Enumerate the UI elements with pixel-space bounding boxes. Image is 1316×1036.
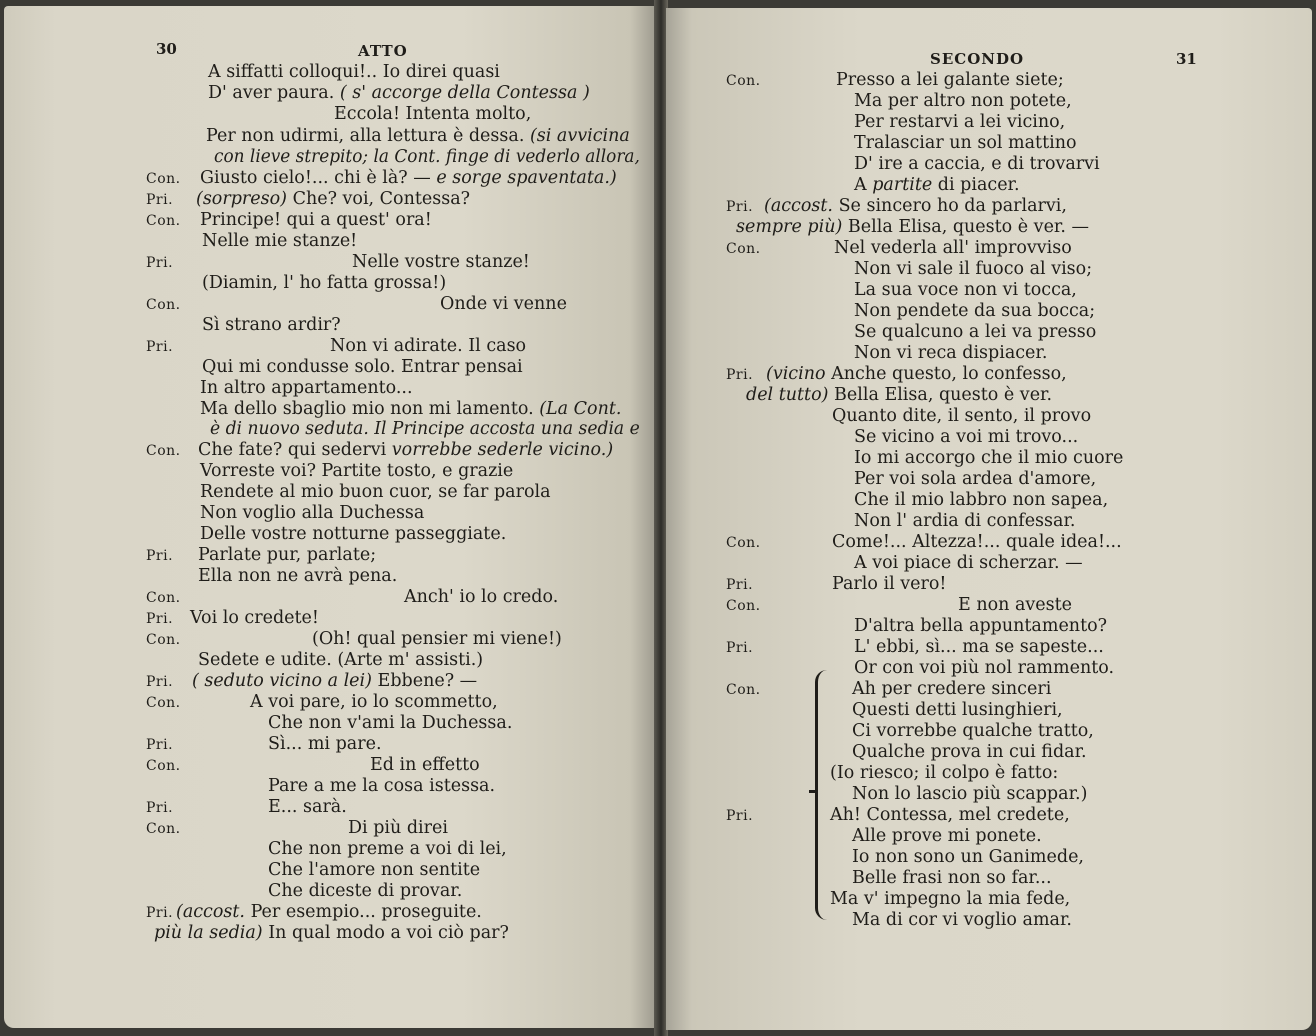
speaker-label: Con.: [146, 695, 181, 711]
verse-line: [854, 343, 1047, 363]
speaker-label: Con.: [146, 213, 181, 229]
verse-line: [202, 231, 357, 251]
verse-line: [832, 406, 1091, 426]
line-text: Non l' ardia di confessar.: [854, 511, 1076, 531]
verse-line: [352, 252, 530, 272]
speaker-label: Pri.: [726, 577, 754, 593]
speaker-label: Pri.: [146, 800, 174, 816]
line-text: Ma dello sbaglio mio non mi lamento.: [200, 399, 534, 419]
line-text: Non vi adirate. Il caso: [330, 336, 527, 356]
verse-line: [852, 721, 1094, 741]
verse-line: [268, 860, 480, 880]
verse-line: [198, 440, 613, 460]
line-text: Di più direi: [348, 818, 448, 838]
verse-line: [202, 357, 523, 377]
verse-brace: [815, 670, 828, 920]
verse-line: [852, 742, 1087, 762]
verse-line: [198, 650, 483, 670]
line-text: Per voi sola ardea d'amore,: [854, 469, 1097, 489]
verse-line: [832, 574, 946, 594]
stage-direction: sempre più): [736, 217, 843, 237]
verse-line: [404, 587, 558, 607]
stage-direction: (La Cont.: [539, 399, 622, 419]
verse-line: [200, 168, 617, 188]
line-text: Che fate? qui sedervi: [198, 440, 387, 460]
line-text: D' aver paura.: [208, 83, 335, 103]
verse-line: [348, 818, 448, 838]
line-text: E... sarà.: [268, 797, 347, 817]
left-page-number: 30: [156, 40, 177, 58]
speaker-label: Con.: [726, 73, 761, 89]
verse-line: [958, 595, 1072, 615]
speaker-label: Pri.: [726, 640, 754, 656]
stage-direction: (sorpreso): [196, 189, 287, 209]
right-page-number: 31: [1176, 50, 1197, 68]
line-text: Or con voi più nol rammento.: [854, 658, 1115, 678]
verse-line: [736, 217, 1089, 237]
speaker-label: Pri.: [146, 255, 174, 271]
verse-line: [370, 755, 480, 775]
verse-line: [854, 490, 1108, 510]
speaker-label: Pri.: [146, 905, 174, 921]
line-text: Ma v' impegno la mia fede,: [830, 889, 1071, 909]
line-text: Che diceste di provar.: [268, 881, 463, 901]
line-text: Parlo il vero!: [832, 574, 947, 594]
line-text: Ma per altro non potete,: [854, 91, 1072, 111]
line-text: Giusto cielo!... chi è là? —: [200, 168, 431, 188]
verse-line: [854, 469, 1096, 489]
line-text: Belle frasi non so far...: [852, 868, 1052, 888]
speaker-label: Pri.: [146, 737, 174, 753]
verse-line: [854, 91, 1072, 111]
line-text: A voi pare, io lo scommetto,: [250, 692, 498, 712]
line-text: Per esempio... proseguite.: [250, 902, 482, 922]
verse-line: [210, 419, 640, 439]
line-text: Che non preme a voi di lei,: [268, 839, 507, 859]
verse-line: [200, 378, 413, 398]
verse-line: [268, 776, 495, 796]
speaker-label: Con.: [146, 821, 181, 837]
speaker-label: Pri.: [146, 548, 174, 564]
line-text: A partite di piacer.: [854, 175, 1020, 195]
line-text: In qual modo a voi ciò par?: [268, 923, 509, 943]
speaker-label: Con.: [146, 171, 181, 187]
line-text: (Oh! qual pensier mi viene!): [312, 629, 562, 649]
verse-line: [854, 448, 1123, 468]
line-text: (Io riesco; il colpo è fatto:: [830, 763, 1059, 783]
verse-line: [176, 902, 482, 922]
verse-line: [854, 154, 1100, 174]
verse-line: [196, 189, 470, 209]
line-text: Ci vorrebbe qualche tratto,: [852, 721, 1094, 741]
verse-line: [854, 301, 1095, 321]
line-text: E non aveste: [958, 595, 1073, 615]
line-text: Tralasciar un sol mattino: [854, 133, 1077, 153]
verse-line: [334, 104, 531, 124]
verse-line: [854, 259, 1092, 279]
verse-line: [854, 322, 1096, 342]
verse-line: [832, 532, 1122, 552]
verse-line: [852, 700, 1063, 720]
line-text: Ed in effetto: [370, 755, 480, 775]
line-text: Che il mio labbro non sapea,: [854, 490, 1109, 510]
verse-line: [202, 315, 341, 335]
stage-direction: vorrebbe sederle vicino.): [391, 440, 614, 460]
line-text: Non lo lascio più scappar.): [852, 784, 1088, 804]
verse-line: [852, 847, 1084, 867]
left-running-head: ATTO: [358, 42, 408, 60]
line-text: Ebbene? —: [377, 671, 478, 691]
right-running-head: SECONDO: [930, 50, 1025, 68]
line-text: Anche questo, lo confesso,: [831, 364, 1067, 384]
verse-line: [200, 461, 513, 481]
stage-direction: del tutto): [746, 385, 829, 405]
verse-line: [200, 482, 551, 502]
line-text: Come!... Altezza!... quale idea!...: [832, 532, 1122, 552]
verse-brace-tip: [809, 790, 817, 793]
stage-direction: e sorge spaventata.): [436, 168, 617, 188]
verse-line: [200, 503, 424, 523]
speaker-label: Pri.: [146, 339, 174, 355]
speaker-label: Con.: [146, 297, 181, 313]
line-text: Io mi accorgo che il mio cuore: [854, 448, 1124, 468]
line-text: Parlate pur, parlate;: [198, 545, 377, 565]
verse-line: [830, 889, 1070, 909]
line-text: Ella non ne avrà pena.: [198, 566, 398, 586]
line-text: Nel vederla all' improvviso: [834, 238, 1072, 258]
speaker-label: Pri.: [146, 192, 174, 208]
verse-line: [852, 826, 1042, 846]
verse-line: [746, 385, 1052, 405]
verse-line: [330, 336, 526, 356]
verse-line: [852, 784, 1087, 804]
line-text: Non voglio alla Duchessa: [200, 503, 425, 523]
verse-line: [852, 910, 1072, 930]
line-text: Non pendete da sua bocca;: [854, 301, 1096, 321]
line-text: Io non sono un Ganimede,: [852, 847, 1084, 867]
verse-line: [854, 427, 1078, 447]
line-text: Eccola! Intenta molto,: [334, 104, 532, 124]
line-text: Nelle vostre stanze!: [352, 252, 530, 272]
speaker-label: Con.: [726, 241, 761, 257]
speaker-label: Pri.: [726, 199, 754, 215]
verse-line: [312, 629, 562, 649]
verse-line: [190, 608, 319, 628]
speaker-label: Pri.: [726, 367, 754, 383]
speaker-label: Con.: [726, 598, 761, 614]
verse-line: [214, 147, 640, 167]
line-text: Non vi sale il fuoco al viso;: [854, 259, 1093, 279]
line-text: Presso a lei galante siete;: [836, 70, 1064, 90]
verse-line: [830, 763, 1058, 783]
stage-direction: (accost.: [764, 196, 833, 216]
line-text: Anch' io lo credo.: [404, 587, 559, 607]
verse-line: [854, 280, 1077, 300]
verse-line: [206, 126, 630, 146]
line-text: D'altra bella appuntamento?: [854, 616, 1108, 636]
speaker-label: Con.: [146, 590, 181, 606]
stage-direction: è di nuovo seduta. Il Principe accosta una sedia e: [210, 419, 640, 439]
line-text: Se vicino a voi mi trovo...: [854, 427, 1079, 447]
verse-line: [208, 83, 590, 103]
verse-line: [268, 881, 462, 901]
verse-line: [836, 70, 1064, 90]
line-text: Voi lo credete!: [190, 608, 319, 628]
line-text: Non vi reca dispiacer.: [854, 343, 1048, 363]
speaker-label: Con.: [726, 535, 761, 551]
speaker-label: Con.: [146, 443, 181, 459]
line-text: La sua voce non vi tocca,: [854, 280, 1077, 300]
line-text: Bella Elisa, questo è ver. —: [847, 217, 1089, 237]
line-text: Ah per credere sinceri: [852, 679, 1052, 699]
verse-line: [852, 679, 1051, 699]
line-text: Delle vostre notturne passeggiate.: [200, 524, 507, 544]
speaker-label: Pri.: [146, 674, 174, 690]
verse-line: [192, 671, 477, 691]
line-text: Se qualcuno a lei va presso: [854, 322, 1097, 342]
verse-line: [200, 524, 506, 544]
verse-line: [854, 511, 1075, 531]
line-text: Per restarvi a lei vicino,: [854, 112, 1066, 132]
speaker-label: Pri.: [726, 808, 754, 824]
line-text: Che l'amore non sentite: [268, 860, 481, 880]
stage-direction: più la sedia): [154, 923, 263, 943]
line-text: Quanto dite, il sento, il provo: [832, 406, 1092, 426]
line-text: Sedete e udite. (Arte m' assisti.): [198, 650, 484, 670]
speaker-label: Pri.: [146, 611, 174, 627]
verse-line: [154, 923, 509, 943]
verse-line: [830, 805, 1070, 825]
line-text: A voi piace di scherzar. —: [854, 553, 1083, 573]
line-text: Che? voi, Contessa?: [292, 189, 471, 209]
speaker-label: Con.: [726, 682, 761, 698]
line-text: In altro appartamento...: [200, 378, 413, 398]
verse-line: [854, 133, 1077, 153]
line-text: Onde vi venne: [440, 294, 567, 314]
line-text: (Diamin, l' ho fatta grossa!): [202, 273, 447, 293]
verse-line: [198, 545, 376, 565]
verse-line: [852, 868, 1052, 888]
verse-line: [268, 713, 512, 733]
verse-line: [854, 637, 1104, 657]
stage-direction: (accost.: [176, 902, 245, 922]
line-text: L' ebbi, sì... ma se sapeste...: [854, 637, 1104, 657]
verse-line: [202, 273, 446, 293]
speaker-label: Con.: [146, 632, 181, 648]
line-text: Ma di cor vi voglio amar.: [852, 910, 1072, 930]
stage-direction: ( s' accorge della Contessa ): [339, 83, 590, 103]
line-text: Sì strano ardir?: [202, 315, 341, 335]
verse-line: [764, 196, 1067, 216]
line-text: Nelle mie stanze!: [202, 231, 358, 251]
verse-line: [200, 399, 621, 419]
verse-line: [766, 364, 1067, 384]
line-text: Ah! Contessa, mel credete,: [830, 805, 1070, 825]
verse-line: [854, 616, 1107, 636]
line-text: Sì... mi pare.: [268, 734, 382, 754]
line-text: Pare a me la cosa istessa.: [268, 776, 496, 796]
speaker-label: Con.: [146, 758, 181, 774]
verse-line: [854, 112, 1065, 132]
verse-line: [200, 210, 432, 230]
line-text: Vorreste voi? Partite tosto, e grazie: [200, 461, 514, 481]
verse-line: [854, 175, 1020, 195]
verse-line: [834, 238, 1072, 258]
stage-direction: ( seduto vicino a lei): [192, 671, 372, 691]
line-text: Questi detti lusinghieri,: [852, 700, 1063, 720]
line-text: Rendete al mio buon cuor, se far parola: [200, 482, 551, 502]
verse-line: [854, 553, 1083, 573]
verse-line: [208, 62, 500, 82]
line-text: Alle prove mi ponete.: [852, 826, 1042, 846]
verse-line: [268, 734, 382, 754]
verse-line: [268, 797, 347, 817]
line-text: Che non v'ami la Duchessa.: [268, 713, 513, 733]
verse-line: [250, 692, 498, 712]
stage-direction: (vicino: [766, 364, 826, 384]
stage-direction: con lieve strepito; la Cont. finge di vederlo allora,: [214, 147, 640, 167]
stage-direction: (si avvicina: [529, 126, 630, 146]
verse-line: [198, 566, 397, 586]
line-text: Bella Elisa, questo è ver.: [834, 385, 1053, 405]
verse-line: [440, 294, 567, 314]
verse-line: [268, 839, 507, 859]
line-text: Qualche prova in cui fidar.: [852, 742, 1087, 762]
line-text: Per non udirmi, alla lettura è dessa.: [206, 126, 525, 146]
verse-line: [854, 658, 1114, 678]
line-text: Qui mi condusse solo. Entrar pensai: [202, 357, 523, 377]
line-text: A siffatti colloqui!.. Io direi quasi: [208, 62, 500, 82]
line-text: Se sincero ho da parlarvi,: [838, 196, 1067, 216]
line-text: Principe! qui a quest' ora!: [200, 210, 432, 230]
line-text: D' ire a caccia, e di trovarvi: [854, 154, 1100, 174]
